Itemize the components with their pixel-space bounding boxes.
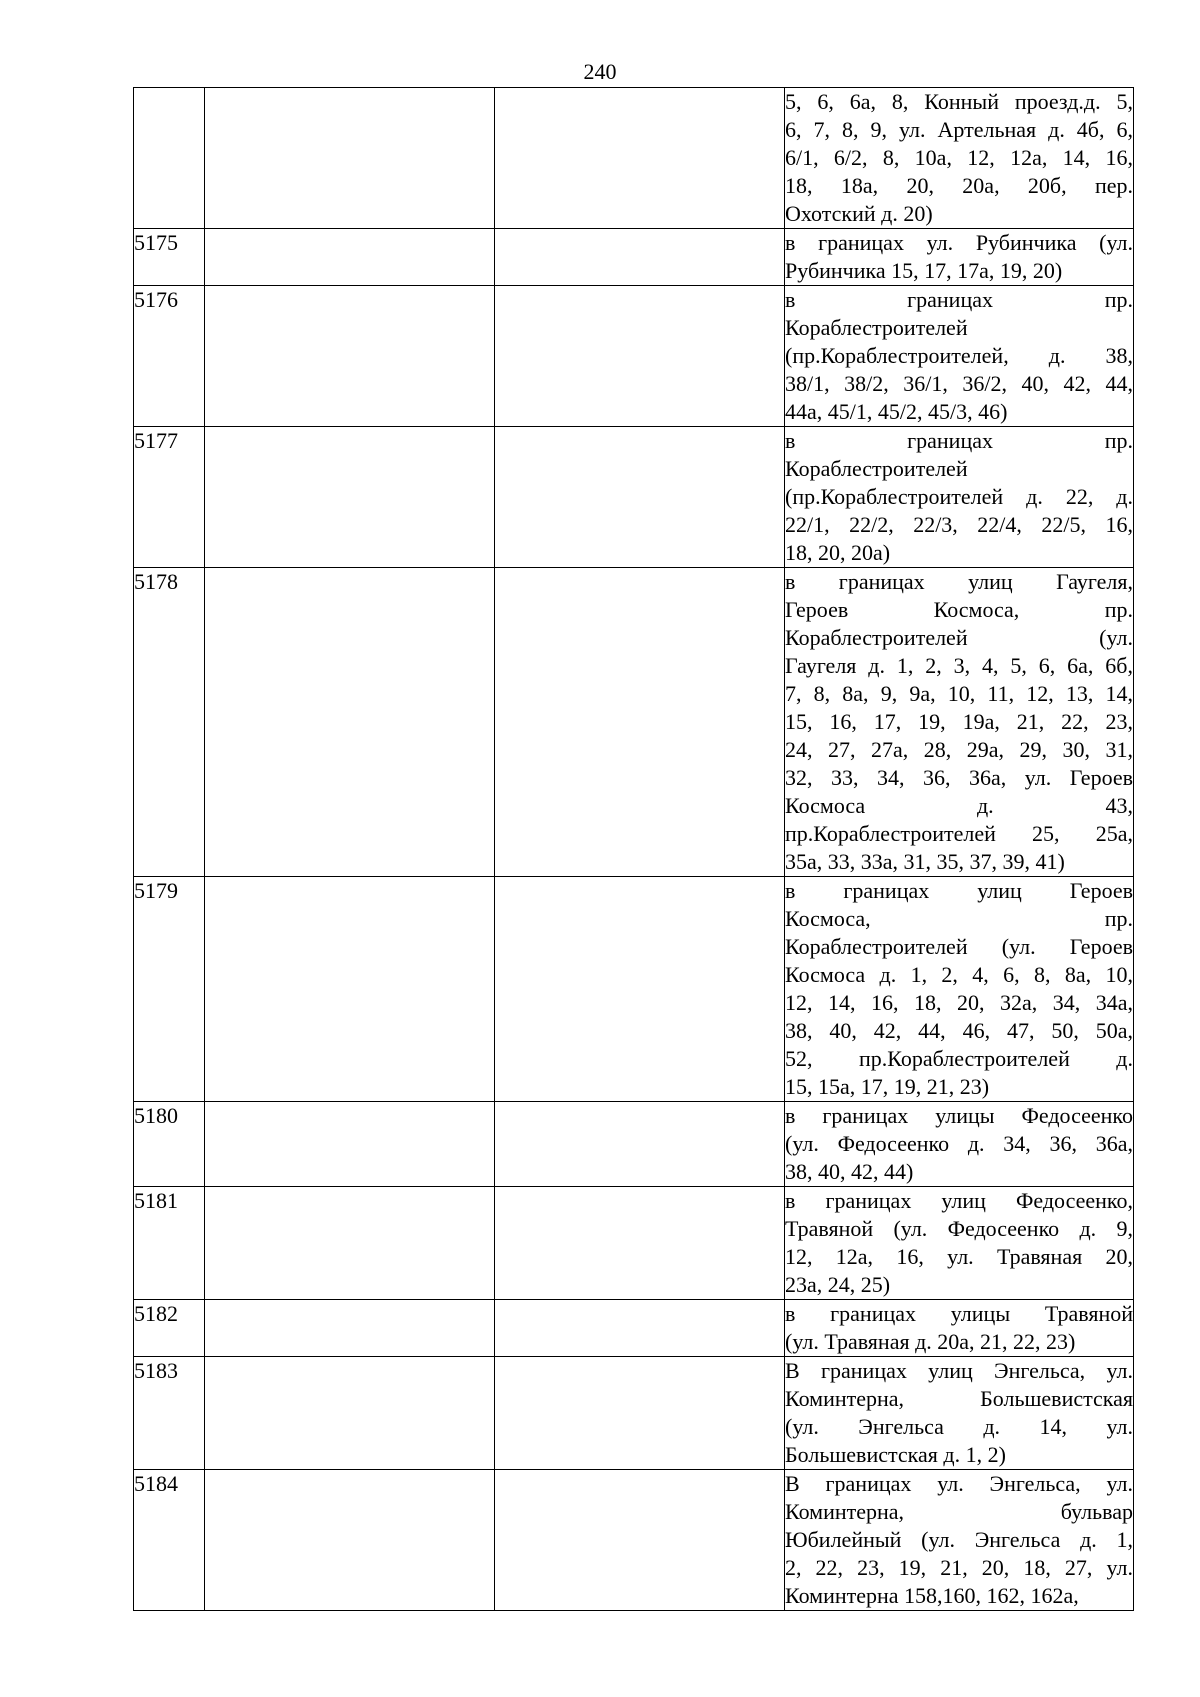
empty-cell [205, 1102, 495, 1187]
address-line: 6, 7, 8, 9, ул. Артельная д. 4б, 6, [785, 117, 1133, 142]
address-line: в границах улицы Федосеенко [785, 1103, 1133, 1128]
empty-cell [205, 88, 495, 229]
row-number: 5184 [134, 1470, 205, 1611]
table-row [134, 1187, 1134, 1300]
empty-cell [205, 568, 495, 877]
address-line: Коминтерна, Большевистская [785, 1386, 1133, 1411]
address-line: (ул. Энгельса д. 14, ул. [785, 1414, 1133, 1439]
address-line: 32, 33, 34, 36, 36а, ул. Героев [785, 765, 1133, 790]
empty-cell [205, 1357, 495, 1470]
table-row [134, 1102, 1134, 1187]
address-line: в границах улицы Травяной [785, 1301, 1133, 1326]
address-line: (пр.Кораблестроителей д. 22, д. [785, 484, 1133, 509]
address-line: Космоса д. 1, 2, 4, 6, 8, 8а, 10, [785, 962, 1133, 987]
address-line: Героев Космоса, пр. [785, 597, 1133, 622]
address-line: 2, 22, 23, 19, 21, 20, 18, 27, ул. [785, 1555, 1133, 1580]
row-number: 5176 [134, 286, 205, 427]
address-line: Кораблестроителей [785, 315, 968, 340]
table-row [134, 1470, 1134, 1611]
table-row [134, 229, 1134, 286]
address-line: в границах улиц Федосеенко, [785, 1188, 1133, 1213]
address-line: 6/1, 6/2, 8, 10а, 12, 12а, 14, 16, [785, 145, 1133, 170]
address-line: Кораблестроителей (ул. [785, 625, 1133, 650]
empty-cell [495, 1357, 785, 1470]
row-number: 5179 [134, 877, 205, 1102]
address-line: Космоса д. 43, [785, 793, 1133, 818]
empty-cell [205, 1300, 495, 1357]
empty-cell [495, 568, 785, 877]
empty-cell [205, 229, 495, 286]
address-line: Коминтерна, бульвар [785, 1499, 1133, 1524]
page-number: 240 [583, 59, 617, 84]
address-cell [785, 568, 1134, 877]
address-line: Космоса, пр. [785, 906, 1133, 931]
address-line: 15, 16, 17, 19, 19а, 21, 22, 23, [785, 709, 1133, 734]
address-line: 38, 40, 42, 44) [785, 1159, 914, 1184]
address-line: 52, пр.Кораблестроителей д. [785, 1046, 1133, 1071]
address-cell [785, 229, 1134, 286]
address-line: Травяной (ул. Федосеенко д. 9, [785, 1216, 1133, 1241]
address-line: 38/1, 38/2, 36/1, 36/2, 40, 42, 44, [785, 371, 1133, 396]
empty-cell [495, 1300, 785, 1357]
empty-cell [205, 1470, 495, 1611]
empty-cell [495, 286, 785, 427]
empty-cell [205, 877, 495, 1102]
row-number: 5177 [134, 427, 205, 568]
address-line: в границах улиц Гаугеля, [785, 569, 1133, 594]
row-number: 5181 [134, 1187, 205, 1300]
address-line: 35а, 33, 33а, 31, 35, 37, 39, 41) [785, 849, 1065, 874]
address-cell [785, 1470, 1134, 1611]
empty-cell [205, 427, 495, 568]
table-row [134, 1357, 1134, 1470]
address-line: в границах пр. [785, 287, 1133, 312]
table-row [134, 427, 1134, 568]
address-line: 23а, 24, 25) [785, 1272, 891, 1297]
address-cell [785, 1357, 1134, 1470]
address-line: В границах ул. Энгельса, ул. [785, 1471, 1133, 1496]
row-number: 5180 [134, 1102, 205, 1187]
empty-cell [495, 877, 785, 1102]
address-line: Кораблестроителей [785, 456, 968, 481]
address-line: (ул. Федосеенко д. 34, 36, 36а, [785, 1131, 1133, 1156]
address-line: 7, 8, 8а, 9, 9а, 10, 11, 12, 13, 14, [785, 681, 1133, 706]
table-row [134, 1300, 1134, 1357]
address-line: Большевистская д. 1, 2) [785, 1442, 1006, 1467]
empty-cell [495, 427, 785, 568]
table-row [134, 568, 1134, 877]
address-line: Коминтерна 158,160, 162, 162а, [785, 1583, 1079, 1608]
address-line: Охотский д. 20) [785, 201, 933, 226]
address-line: (пр.Кораблестроителей, д. 38, [785, 343, 1133, 368]
address-cell [785, 88, 1134, 229]
address-line: 18, 18а, 20, 20а, 20б, пер. [785, 173, 1133, 198]
row-number: 5183 [134, 1357, 205, 1470]
row-number: 5178 [134, 568, 205, 877]
empty-cell [495, 1470, 785, 1611]
empty-cell [205, 1187, 495, 1300]
address-cell [785, 427, 1134, 568]
address-line: 12, 12а, 16, ул. Травяная 20, [785, 1244, 1133, 1269]
address-line: (ул. Травяная д. 20а, 21, 22, 23) [785, 1329, 1076, 1354]
empty-cell [495, 88, 785, 229]
address-line: Кораблестроителей (ул. Героев [785, 934, 1133, 959]
table-row [134, 877, 1134, 1102]
address-line: в границах ул. Рубинчика (ул. [785, 230, 1133, 255]
empty-cell [205, 286, 495, 427]
empty-cell [495, 1102, 785, 1187]
address-cell [785, 1187, 1134, 1300]
address-line: 38, 40, 42, 44, 46, 47, 50, 50а, [785, 1018, 1133, 1043]
empty-cell [495, 229, 785, 286]
address-line: 44а, 45/1, 45/2, 45/3, 46) [785, 399, 1008, 424]
address-cell [785, 286, 1134, 427]
address-line: 22/1, 22/2, 22/3, 22/4, 22/5, 16, [785, 512, 1133, 537]
table-row [134, 286, 1134, 427]
address-table [133, 87, 1134, 1611]
address-cell [785, 877, 1134, 1102]
address-cell [785, 1300, 1134, 1357]
table-body [134, 88, 1134, 1611]
address-line: Гаугеля д. 1, 2, 3, 4, 5, 6, 6а, 6б, [785, 653, 1133, 678]
address-line: В границах улиц Энгельса, ул. [785, 1358, 1133, 1383]
address-line: Юбилейный (ул. Энгельса д. 1, [785, 1527, 1133, 1552]
row-number [134, 88, 205, 229]
address-line: 18, 20, 20а) [785, 540, 891, 565]
empty-cell [495, 1187, 785, 1300]
address-line: 15, 15а, 17, 19, 21, 23) [785, 1074, 990, 1099]
table-row [134, 88, 1134, 229]
address-line: в границах улиц Героев [785, 878, 1133, 903]
address-line: в границах пр. [785, 428, 1133, 453]
address-cell [785, 1102, 1134, 1187]
row-number: 5182 [134, 1300, 205, 1357]
row-number: 5175 [134, 229, 205, 286]
address-line: 5, 6, 6а, 8, Конный проезд.д. 5, [785, 89, 1133, 114]
address-line: Рубинчика 15, 17, 17а, 19, 20) [785, 258, 1063, 283]
address-line: пр.Кораблестроителей 25, 25а, [785, 821, 1133, 846]
address-line: 24, 27, 27а, 28, 29а, 29, 30, 31, [785, 737, 1133, 762]
address-line: 12, 14, 16, 18, 20, 32а, 34, 34а, [785, 990, 1133, 1015]
